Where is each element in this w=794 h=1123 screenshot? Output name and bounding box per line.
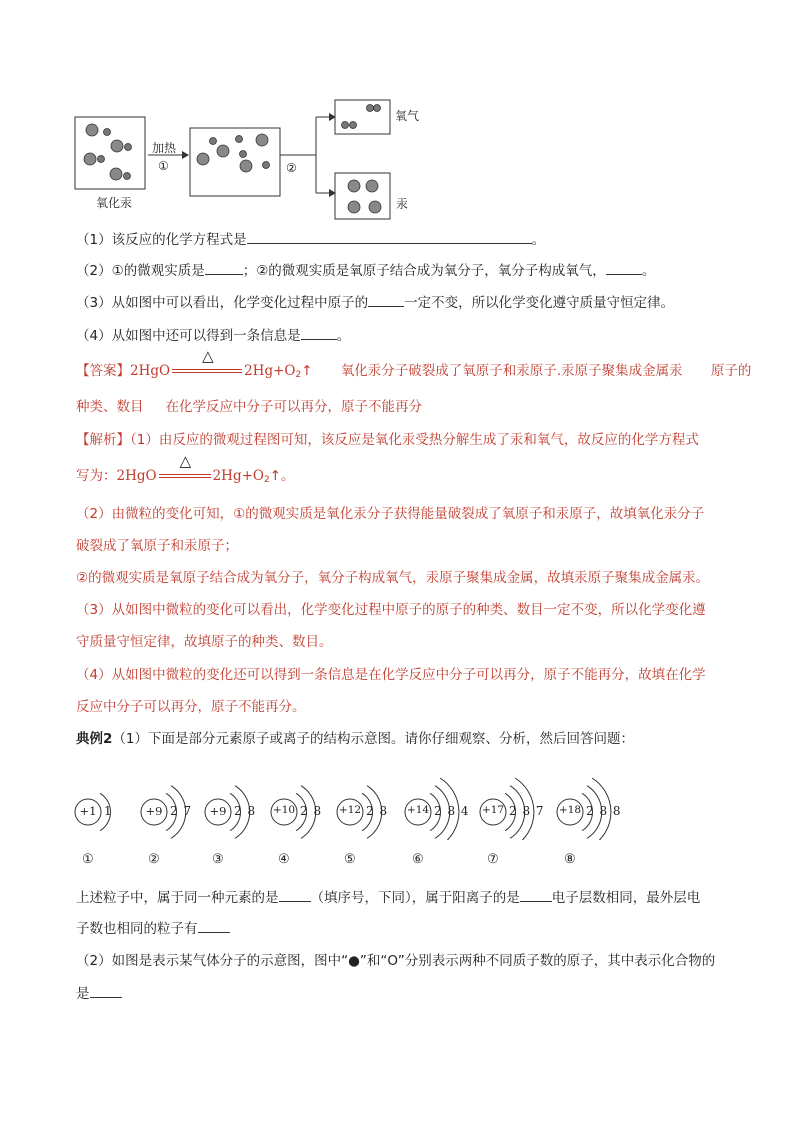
equation-condition-arrow: △ <box>170 364 244 378</box>
analysis-line-3: （2）由微粒的变化可知，①的微观实质是氧化汞分子获得能量破裂成了氧原子和汞原子，故填氧化汞分子 <box>76 506 705 522</box>
answer-line-2: 种类、数目 在化学反应中分子可以再分，原子不能再分 <box>76 399 422 415</box>
nucleus-charge: +18 <box>558 804 582 816</box>
answer-blank[interactable] <box>520 887 552 902</box>
analysis-line-2: 写为：2HgO △ $2Hg+O_2↑$。 <box>76 452 295 485</box>
question-2: （2）①的微观实质是 ；②的微观实质是氧原子结合成为氧分子，氧分子构成氧气， 。 <box>76 260 655 281</box>
electron-counts: 2 8 <box>366 804 389 818</box>
answer-blank[interactable] <box>606 260 642 275</box>
arrow1-label-heat: 加热 <box>152 141 177 155</box>
nucleus-charge: +10 <box>272 804 296 816</box>
atom-label: ⑦ <box>487 852 499 867</box>
atom-label: ④ <box>278 852 290 867</box>
electron-counts: 2 8 4 <box>434 804 470 818</box>
analysis-line-1: 【解析】（1）由反应的微观过程图可知，该反应是氧化汞受热分解生成了汞和氧气，故反应的化学方程式 <box>76 432 699 448</box>
electron-counts: 1 <box>104 804 113 818</box>
atom-diagram <box>475 760 555 870</box>
nucleus-charge: +14 <box>406 804 430 816</box>
atom-shell-drawing <box>400 760 480 840</box>
equation-condition-arrow: △ <box>157 469 213 483</box>
question-3: （3）从如图中可以看出，化学变化过程中原子的 一定不变，所以化学变化遵守质量守恒定律。 <box>76 292 674 313</box>
nucleus-charge: +9 <box>209 804 227 818</box>
atom-label: ⑧ <box>564 852 576 867</box>
atom-diagram <box>400 760 480 870</box>
electron-counts: 2 8 8 <box>586 804 622 818</box>
electron-counts: 2 7 <box>170 804 193 818</box>
electron-counts: 2 8 <box>300 804 323 818</box>
atom-diagram <box>552 760 632 870</box>
atom-structure-row <box>70 760 730 870</box>
analysis-line-9: 反应中分子可以再分，原子不能再分。 <box>76 699 306 715</box>
example2-heading: 典例2（1）下面是部分元素原子或离子的结构示意图。请你仔细观察、分析，然后回答问题： <box>76 731 634 747</box>
answer-blank[interactable] <box>205 260 243 275</box>
answer-blank[interactable] <box>301 325 337 340</box>
atom-label: ① <box>82 852 94 867</box>
arrow1-label-step: ① <box>158 159 169 173</box>
atom-label: ② <box>148 852 160 867</box>
example2-question-1a: 上述粒子中，属于同一种元素的是 （填序号，下同），属于阳离子的是 电子层数相同，最外层电 <box>76 887 700 908</box>
example-title: 典例2 <box>76 731 113 747</box>
analysis-tag: 【解析】 <box>76 432 130 448</box>
analysis-line-8: （4）从如图中微粒的变化还可以得到一条信息是在化学反应中分子可以再分，原子不能再分，故填在化学 <box>76 667 706 683</box>
oxygen-box <box>335 100 390 134</box>
atom-label: ③ <box>212 852 224 867</box>
answer-tag: 【答案】 <box>76 363 130 379</box>
example2-question-1b: 子数也相同的粒子有 <box>76 918 230 939</box>
electron-counts: 2 8 7 <box>509 804 545 818</box>
answer-blank[interactable] <box>198 918 230 933</box>
mercury-box <box>335 173 390 219</box>
nucleus-charge: +1 <box>79 804 97 818</box>
arrow2-label-step: ② <box>286 161 297 175</box>
answer-blank[interactable] <box>279 887 311 902</box>
answer-blank[interactable] <box>247 229 532 244</box>
mercury-label: 汞 <box>396 197 409 211</box>
electron-counts: 2 8 <box>234 804 257 818</box>
analysis-line-7: 守质量守恒定律，故填原子的种类、数目。 <box>76 634 333 650</box>
mercury-oxide-box <box>75 117 145 189</box>
oxygen-label: 氧气 <box>395 109 420 123</box>
atom-shell-drawing <box>552 760 632 840</box>
atom-shell-drawing <box>475 760 555 840</box>
question-1: （1）该反应的化学方程式是 。 <box>76 229 545 250</box>
example2-question-2a: （2）如图是表示某气体分子的示意图，图中“●”和“O”分别表示两种不同质子数的原子，其中表示化合物的 <box>76 953 716 969</box>
nucleus-charge: +17 <box>481 804 505 816</box>
answer-line-1: 【答案】2HgO △ $2Hg+O_2↑$ 氧化汞分子破裂成了氧原子和汞原子.汞原子聚集成金属汞 原子的 <box>76 347 752 380</box>
answer-blank[interactable] <box>90 983 122 998</box>
answer-blank[interactable] <box>368 292 404 307</box>
analysis-line-6: （3）从如图中微粒的变化可以看出，化学变化过程中原子的原子的种类、数目一定不变，所以化学变化遵 <box>76 602 706 618</box>
nucleus-charge: +12 <box>338 804 362 816</box>
mercury-oxide-label: 氧化汞 <box>96 196 133 210</box>
nucleus-charge: +9 <box>145 804 163 818</box>
analysis-line-4: 破裂成了氧原子和汞原子； <box>76 538 238 554</box>
atom-label: ⑥ <box>412 852 424 867</box>
example2-question-2b: 是 <box>76 983 122 1004</box>
question-4: （4）从如图中还可以得到一条信息是 。 <box>76 325 350 346</box>
atom-label: ⑤ <box>344 852 356 867</box>
analysis-line-5: ②的微观实质是氧原子结合成为氧分子，氧分子构成氧气，汞原子聚集成金属，故填汞原子聚集成金属汞。 <box>76 570 710 586</box>
